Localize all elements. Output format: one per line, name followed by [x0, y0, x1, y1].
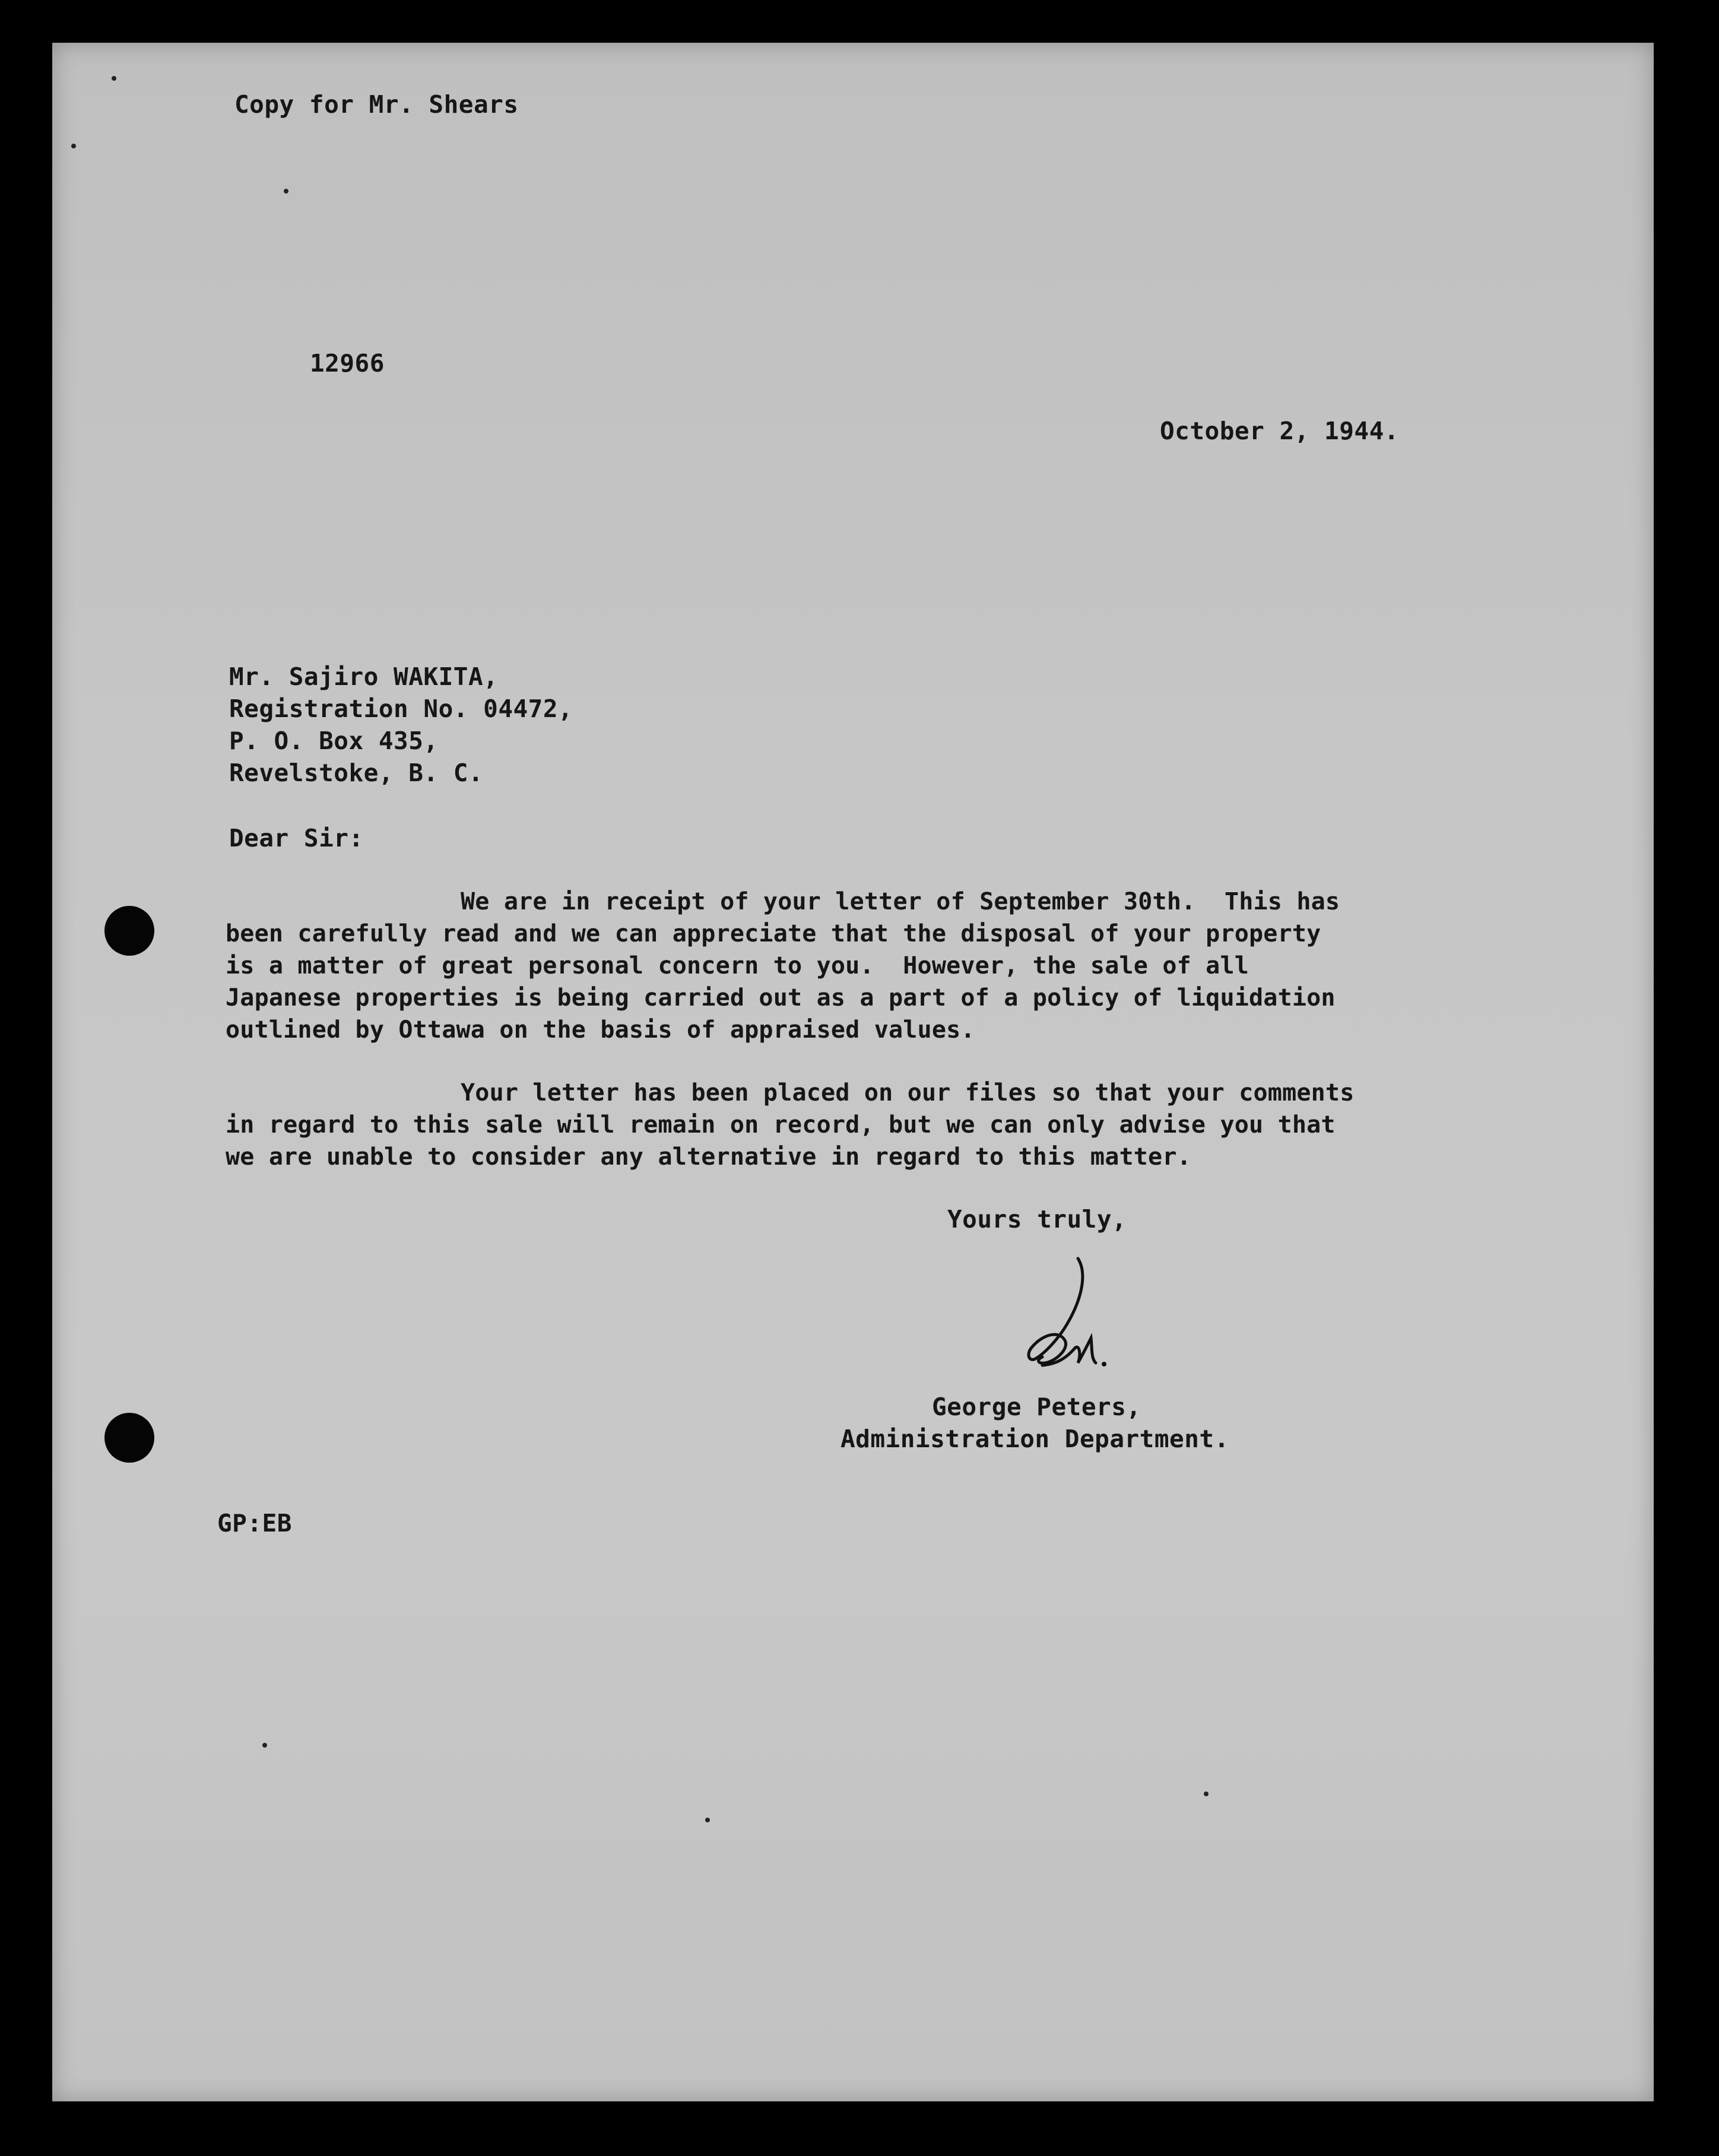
- recipient-registration: Registration No. 04472,: [229, 695, 573, 723]
- paper-speck: [705, 1818, 710, 1822]
- paper-speck: [262, 1743, 267, 1748]
- punch-hole: [104, 1413, 154, 1463]
- letter-page: [52, 43, 1654, 2101]
- recipient-po-box: P. O. Box 435,: [229, 727, 439, 755]
- salutation: Dear Sir:: [229, 824, 364, 852]
- paper-speck: [71, 144, 76, 148]
- typist-initials: GP:EB: [217, 1509, 292, 1537]
- copy-note: Copy for Mr. Shears: [234, 90, 519, 119]
- recipient-city: Revelstoke, B. C.: [229, 759, 484, 787]
- letter-date: October 2, 1944.: [1160, 417, 1399, 445]
- paragraph-2-line: in regard to this sale will remain on record, but we can only advise you that: [226, 1111, 1336, 1139]
- recipient-name: Mr. Sajiro WAKITA,: [229, 662, 499, 691]
- paper-speck: [1204, 1792, 1209, 1796]
- paragraph-1-line: is a matter of great personal concern to you. However, the sale of all: [226, 952, 1249, 979]
- paper-speck: [112, 76, 116, 81]
- handwritten-signature: [1008, 1254, 1127, 1390]
- closing: Yours truly,: [947, 1205, 1127, 1234]
- paragraph-1-line: We are in receipt of your letter of September 30th. This has: [461, 888, 1340, 915]
- file-number: 12966: [310, 349, 385, 378]
- paragraph-1-line: been carefully read and we can appreciate that the disposal of your property: [226, 920, 1321, 947]
- paragraph-1-line: outlined by Ottawa on the basis of appraised values.: [226, 1016, 975, 1044]
- signer-name: George Peters,: [932, 1393, 1141, 1421]
- paragraph-2-line: we are unable to consider any alternative in regard to this matter.: [226, 1143, 1191, 1171]
- paragraph-2-line: Your letter has been placed on our files so that your comments: [461, 1079, 1355, 1106]
- paragraph-1-line: Japanese properties is being carried out as a part of a policy of liquidation: [226, 984, 1336, 1012]
- punch-hole: [104, 906, 154, 956]
- signer-department: Administration Department.: [841, 1425, 1229, 1453]
- paper-speck: [284, 189, 288, 194]
